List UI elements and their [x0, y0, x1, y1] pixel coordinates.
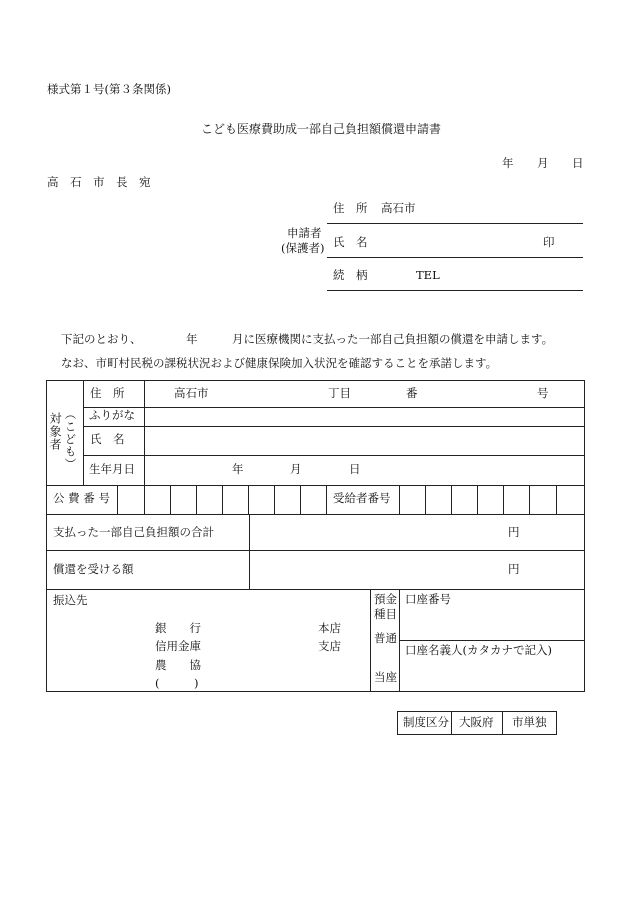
applicant-name-line	[327, 257, 583, 258]
honten-label: 本店	[318, 621, 341, 635]
applicant-label: 申請者	[287, 226, 322, 240]
public-digit-line	[300, 485, 301, 514]
applicant-address-value: 高石市	[381, 201, 416, 215]
amount-divider	[249, 514, 250, 589]
public-digit-line	[326, 485, 327, 514]
row-line-numbers	[46, 514, 584, 515]
body-line1-prefix: 下記のとおり、	[61, 332, 142, 346]
date-month-label: 月	[537, 156, 549, 170]
row-line-address	[83, 407, 584, 408]
subject-furigana-label: ふりがな	[89, 408, 135, 422]
form-number: 様式第１号(第３条関係)	[47, 82, 171, 96]
row-line-furigana	[83, 426, 584, 427]
refund-amount-label: 償還を受ける額	[53, 562, 134, 576]
form-title: こども医療費助成一部自己負担額償還申請書	[201, 122, 442, 136]
bank-label: 銀 行	[155, 621, 201, 635]
body-line2: なお、市町村民税の課税状況および健康保険加入状況を確認することを承諾します。	[61, 356, 498, 370]
classification-city: 市単独	[512, 715, 547, 729]
recipient-digit-line	[451, 485, 452, 514]
classification-divider	[502, 711, 503, 735]
date-day-label: 日	[572, 156, 584, 170]
recipient-digit-line	[556, 485, 557, 514]
account-number-label: 口座番号	[405, 592, 451, 606]
public-digit-line	[274, 485, 275, 514]
applicant-name-label: 氏 名	[333, 235, 368, 249]
seal-mark: 印	[543, 235, 555, 249]
shinkin-label: 信用金庫	[155, 639, 201, 653]
deposit-type-label-2: 種目	[374, 607, 397, 621]
date-year-label: 年	[502, 156, 514, 170]
row-line-refund	[46, 589, 584, 590]
subject-chome: 丁目	[328, 386, 351, 400]
subject-address-city: 高石市	[174, 386, 209, 400]
subject-go: 号	[537, 386, 549, 400]
public-digit-line	[222, 485, 223, 514]
transfer-divider	[370, 589, 371, 692]
public-digit-line	[144, 485, 145, 514]
other-paren: ( )	[155, 676, 199, 690]
addressee: 高 石 市 長 宛	[47, 175, 151, 189]
shiten-label: 支店	[318, 639, 341, 653]
public-digit-line	[170, 485, 171, 514]
recipient-digit-line	[477, 485, 478, 514]
deposit-futsu: 普通	[374, 631, 397, 645]
recipient-digit-line	[529, 485, 530, 514]
classification-label: 制度区分	[403, 715, 449, 729]
body-line1-rest: 月に医療機関に支払った一部自己負担額の償還を申請します。	[232, 332, 554, 346]
recipient-digit-line	[399, 485, 400, 514]
applicant-relation-line	[327, 290, 583, 291]
subject-side-sub: （こども）	[63, 408, 78, 471]
transfer-label: 振込先	[53, 593, 88, 607]
account-holder-label: 口座名義人(カタカナで記入)	[405, 643, 552, 657]
public-digit-line	[196, 485, 197, 514]
account-split-line	[399, 640, 584, 641]
subject-birth-label: 生年月日	[89, 462, 135, 476]
subject-name-label: 氏 名	[90, 432, 125, 446]
classification-osaka: 大阪府	[459, 715, 494, 729]
subject-label-divider	[144, 380, 145, 485]
total-amount-label: 支払った一部自己負担額の合計	[53, 525, 214, 539]
recipient-digit-line	[503, 485, 504, 514]
body-line1-year: 年	[186, 332, 198, 346]
row-line-total	[46, 550, 584, 551]
deposit-toza: 当座	[374, 670, 397, 684]
subject-address-label: 住 所	[90, 386, 125, 400]
subject-ban: 番	[406, 386, 418, 400]
subject-birth-month: 月	[290, 462, 302, 476]
public-number-label: 公 費 番 号	[53, 491, 110, 505]
applicant-relation-label: 続 柄	[333, 268, 368, 282]
public-digit-line	[248, 485, 249, 514]
recipient-number-label: 受給者番号	[333, 491, 391, 505]
total-yen: 円	[508, 525, 520, 539]
applicant-address-label: 住 所	[333, 201, 368, 215]
public-digit-line	[117, 485, 118, 514]
recipient-digit-line	[425, 485, 426, 514]
applicant-tel-label: TEL	[416, 268, 440, 282]
classification-divider	[451, 711, 452, 735]
row-line-name	[83, 455, 584, 456]
deposit-type-label-1: 預金	[374, 592, 397, 606]
subject-birth-day: 日	[349, 462, 361, 476]
refund-yen: 円	[508, 562, 520, 576]
applicant-address-line	[327, 223, 583, 224]
subject-side-divider	[83, 380, 84, 485]
nokyo-label: 農 協	[155, 658, 201, 672]
deposit-type-divider	[399, 589, 400, 692]
guardian-label: (保護者)	[281, 241, 325, 255]
subject-side-label: 対象者	[48, 412, 62, 451]
subject-birth-year: 年	[232, 462, 244, 476]
